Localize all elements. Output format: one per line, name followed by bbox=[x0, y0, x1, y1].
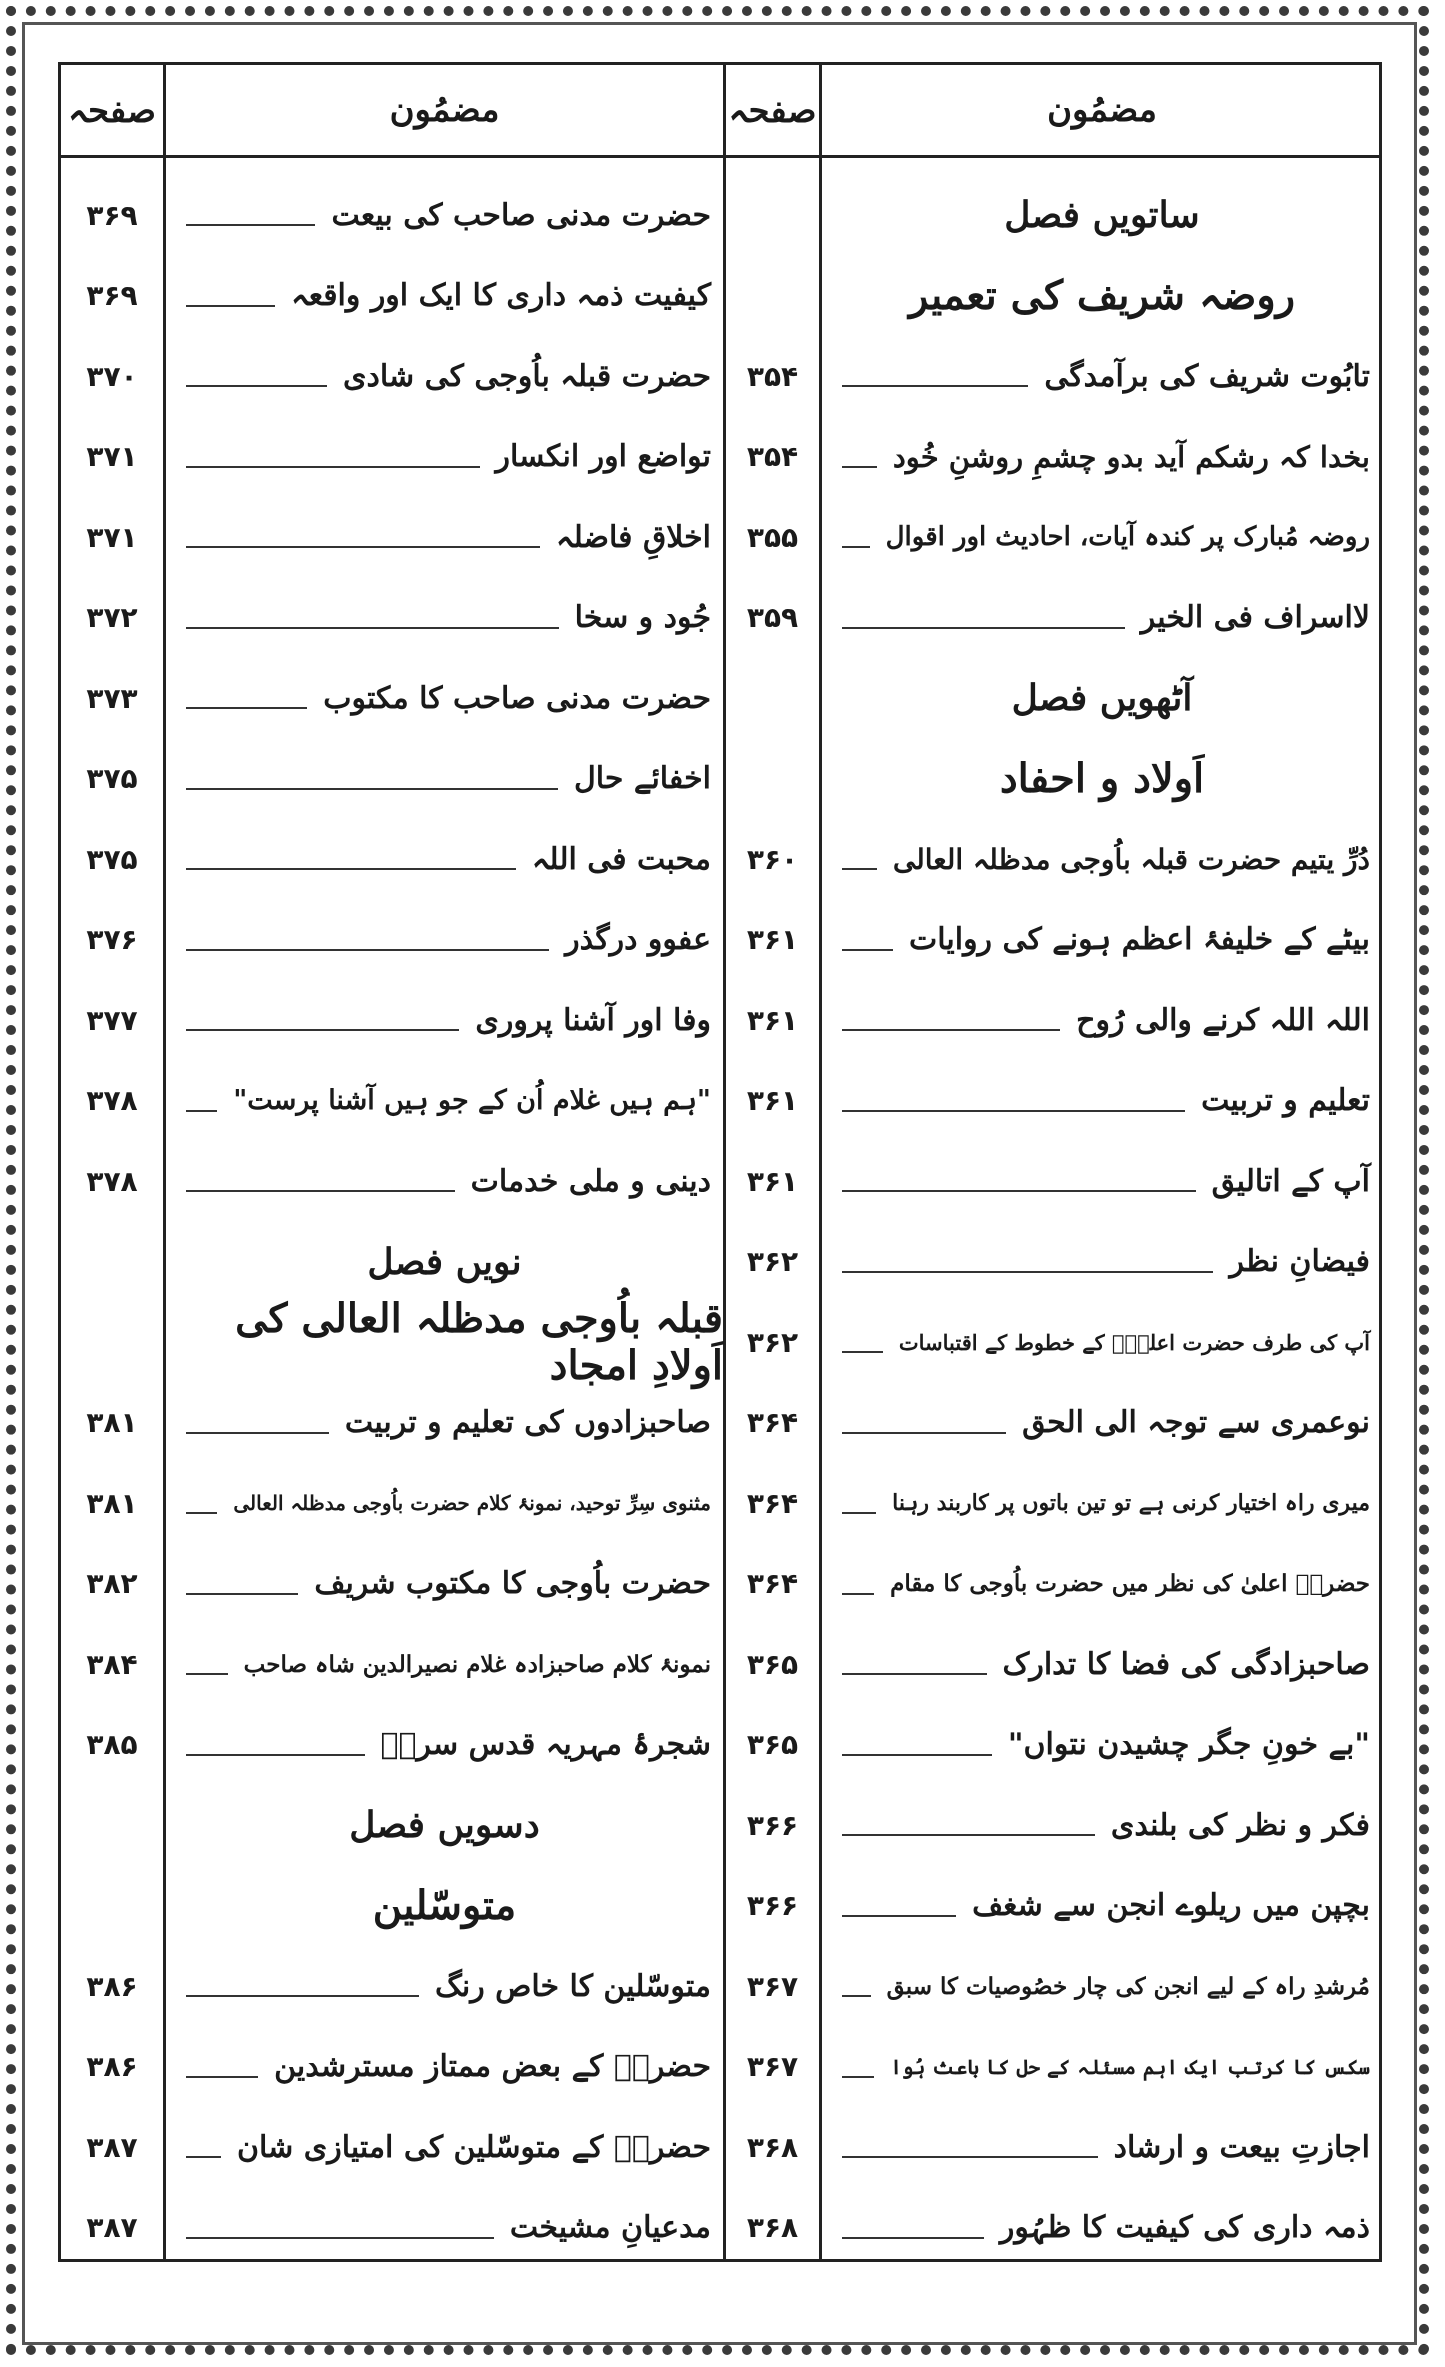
leader-line bbox=[186, 1673, 228, 1675]
toc-entry[interactable] bbox=[178, 344, 711, 408]
leader-line bbox=[842, 1834, 1095, 1836]
leader-line bbox=[842, 1512, 876, 1514]
entry-title: نوعمری سے توجہ الی الحق bbox=[1022, 1405, 1370, 1440]
toc-entry[interactable] bbox=[834, 1149, 1370, 1213]
leader-line bbox=[842, 385, 1028, 387]
left-subject-header: مضمُون bbox=[389, 90, 500, 130]
page-number: ۳۵۴ bbox=[746, 440, 799, 473]
page-number: ۳۶۱ bbox=[746, 1003, 799, 1037]
leader-line bbox=[186, 2076, 258, 2078]
toc-entry[interactable] bbox=[178, 2115, 711, 2179]
page-number: ۳۸۴ bbox=[86, 1647, 138, 1681]
page-number: ۳۸۶ bbox=[86, 2050, 138, 2083]
entry-title: مثنوی سِرِّ توحید، نمونۂ کلام حضرت باُوجی مدظلہ العالی bbox=[233, 1491, 711, 1515]
toc-entry[interactable] bbox=[178, 2035, 711, 2099]
page-number: ۳۷۶ bbox=[86, 923, 138, 956]
leader-line bbox=[842, 1593, 874, 1595]
leader-line bbox=[842, 1190, 1196, 1192]
page-number: ۳۶۶ bbox=[746, 1808, 799, 1842]
page-number: ۳۶۰ bbox=[746, 842, 799, 876]
section-heading: ساتویں فصل bbox=[1004, 194, 1200, 236]
toc-entry[interactable] bbox=[178, 1471, 711, 1535]
leader-line bbox=[842, 1995, 871, 1997]
toc-entry[interactable] bbox=[178, 1149, 711, 1213]
page-number: ۳۷۵ bbox=[86, 762, 138, 795]
entry-title: لااسراف فی الخیر bbox=[1140, 600, 1370, 635]
leader-line bbox=[186, 305, 275, 307]
toc-entry[interactable] bbox=[834, 2115, 1370, 2179]
leader-line bbox=[186, 224, 315, 226]
page-number: ۳۷۱ bbox=[86, 520, 138, 554]
leader-line bbox=[842, 949, 893, 951]
entry-title: بچپن میں ریلوے انجن سے شغف bbox=[972, 1888, 1370, 1923]
toc-entry[interactable] bbox=[178, 183, 711, 247]
page-number: ۳۶۱ bbox=[746, 923, 799, 956]
toc-entry[interactable] bbox=[834, 344, 1370, 408]
leader-line bbox=[186, 1593, 298, 1595]
leader-line bbox=[186, 1029, 459, 1031]
page-number: ۳۶۲ bbox=[746, 1245, 799, 1278]
entry-title: وفا اور آشنا پروری bbox=[475, 1002, 711, 1038]
entry-title: حضرتؒ کے بعض ممتاز مسترشدین bbox=[274, 2049, 711, 2084]
toc-entry[interactable] bbox=[834, 1632, 1370, 1696]
entry-title: مُرشدِ راہ کے لیے انجن کی چار خصُوصیات کا سبق bbox=[886, 1972, 1370, 2000]
entry-title: روضہ مُبارک پر کندہ آیات، احادیث اور اقوال bbox=[885, 522, 1370, 552]
toc-entry[interactable] bbox=[834, 1230, 1370, 1294]
entry-title: نمونۂ کلام صاحبزادہ غلام نصیرالدین شاہ صاحب bbox=[243, 1650, 711, 1678]
section-heading: قبلہ باُوجی مدظلہ العالی کی اَولادِ امجاد bbox=[235, 1295, 723, 1389]
page-number: ۳۸۷ bbox=[86, 2211, 138, 2244]
toc-entry[interactable] bbox=[834, 425, 1370, 489]
page-number: ۳۸۶ bbox=[86, 1969, 138, 2003]
entry-title: اللہ اللہ کرنے والی رُوح bbox=[1076, 1002, 1370, 1038]
entry-title: شجرۂ مہریہ قدس سرہٗ bbox=[380, 1727, 711, 1762]
toc-entry[interactable] bbox=[178, 425, 711, 489]
toc-entry[interactable] bbox=[178, 1391, 711, 1455]
entry-title: بیٹے کے خلیفۂ اعظم ہونے کی روایات bbox=[909, 922, 1370, 957]
toc-entry[interactable] bbox=[834, 1069, 1370, 1133]
leader-line bbox=[842, 2156, 1098, 2158]
toc-entry[interactable] bbox=[834, 586, 1370, 650]
entry-title: میری راہ اختیار کرنی ہے تو تین باتوں پر کاربند رہنا bbox=[892, 1490, 1370, 1516]
leader-line bbox=[842, 1754, 992, 1756]
page-number: ۳۷۵ bbox=[86, 842, 138, 876]
entry-title: مدعیانِ مشیخت bbox=[509, 2210, 711, 2245]
right-subject-header: مضمُون bbox=[1047, 90, 1157, 130]
entry-title: سکس کا کرتب ایک اہم مسئلہ کے حل کا باعث ہُوا bbox=[890, 2054, 1370, 2079]
toc-entry[interactable] bbox=[178, 505, 711, 569]
toc-entry[interactable] bbox=[834, 1471, 1370, 1535]
leader-line bbox=[186, 2156, 221, 2158]
page-number: ۳۷۰ bbox=[86, 359, 138, 393]
page-number: ۳۸۱ bbox=[86, 1486, 138, 1520]
contents-table bbox=[58, 62, 1382, 2262]
section-heading: اَولاد و احفاد bbox=[999, 755, 1205, 802]
toc-entry[interactable] bbox=[178, 1954, 711, 2018]
toc-entry[interactable] bbox=[178, 264, 711, 328]
entry-title: اخفائے حال bbox=[573, 761, 711, 796]
toc-entry[interactable] bbox=[178, 747, 711, 811]
page-number: ۳۶۴ bbox=[746, 1486, 799, 1520]
leader-line bbox=[842, 1432, 1006, 1434]
page-number: ۳۶۷ bbox=[746, 1969, 799, 2003]
page-number: ۳۸۱ bbox=[86, 1406, 138, 1439]
page-number: ۳۵۴ bbox=[746, 359, 799, 393]
leader-line bbox=[842, 1029, 1060, 1031]
toc-entry[interactable] bbox=[834, 1552, 1370, 1616]
entry-title: حضرت قبلہ باُوجی کی شادی bbox=[343, 358, 711, 394]
toc-entry[interactable] bbox=[834, 1310, 1370, 1374]
section-heading: روضہ شریف کی تعمیر bbox=[909, 272, 1296, 319]
leader-line bbox=[186, 385, 327, 387]
toc-entry[interactable] bbox=[834, 1713, 1370, 1777]
left-page-header: صفحہ bbox=[68, 90, 156, 131]
page-number: ۳۶۷ bbox=[746, 2050, 799, 2083]
entry-title: تابُوت شریف کی برآمدگی bbox=[1044, 358, 1370, 394]
toc-entry[interactable] bbox=[834, 505, 1370, 569]
entry-title: حضرتؒ اعلیٰ کی نظر میں حضرت باُوجی کا مقام bbox=[890, 1570, 1370, 1597]
leader-line bbox=[186, 1754, 365, 1756]
leader-line bbox=[842, 1673, 987, 1675]
entry-title: حضرت مدنی صاحب کی بیعت bbox=[331, 197, 711, 233]
entry-title: بخدا کہ رشکم آید بدو چشمِ روشنِ خُود bbox=[892, 439, 1370, 474]
toc-entry[interactable] bbox=[178, 988, 711, 1052]
entry-title: اجازتِ بیعت و ارشاد bbox=[1113, 2129, 1370, 2165]
toc-entry[interactable] bbox=[834, 2196, 1370, 2260]
page-number: ۳۶۹ bbox=[86, 279, 138, 312]
toc-entry[interactable] bbox=[178, 666, 711, 730]
section-heading: آٹھویں فصل bbox=[1011, 677, 1193, 719]
page-number: ۳۷۱ bbox=[86, 440, 138, 473]
page-number: ۳۸۲ bbox=[86, 1567, 138, 1600]
leader-line bbox=[842, 466, 877, 468]
leader-line bbox=[186, 1995, 419, 1997]
toc-entry[interactable] bbox=[178, 1713, 711, 1777]
page-number: ۳۸۷ bbox=[86, 2130, 138, 2164]
page-number: ۳۷۷ bbox=[86, 1003, 138, 1037]
toc-entry[interactable] bbox=[178, 2196, 711, 2260]
entry-title: اخلاقِ فاضلہ bbox=[556, 519, 711, 555]
leader-line bbox=[186, 1512, 217, 1514]
leader-line bbox=[842, 627, 1125, 629]
section-heading: متوسّلین bbox=[372, 1882, 517, 1929]
page-number: ۳۷۸ bbox=[86, 1164, 138, 1198]
page-number: ۳۵۵ bbox=[746, 520, 799, 554]
page-number: ۳۷۲ bbox=[86, 601, 138, 634]
entry-title: حضرت باُوجی کا مکتوب شریف bbox=[314, 1566, 711, 1601]
leader-line bbox=[186, 868, 516, 870]
page-number: ۳۸۵ bbox=[86, 1728, 138, 1761]
page-number: ۳۶۶ bbox=[746, 1889, 799, 1922]
entry-title: تعلیم و تربیت bbox=[1201, 1083, 1370, 1118]
leader-line bbox=[842, 868, 877, 870]
page-number: ۳۷۳ bbox=[86, 681, 138, 715]
right-page-header: صفحہ bbox=[728, 90, 817, 131]
page-number: ۳۶۲ bbox=[746, 1325, 799, 1359]
page-number: ۳۶۵ bbox=[746, 1728, 799, 1761]
entry-title: عفوو درگذر bbox=[565, 922, 711, 957]
section-heading: نویں فصل bbox=[367, 1240, 522, 1283]
entry-title: حضرت مدنی صاحب کا مکتوب bbox=[323, 680, 711, 716]
leader-line bbox=[842, 1915, 956, 1917]
toc-entry[interactable] bbox=[178, 827, 711, 891]
toc-entry[interactable] bbox=[178, 586, 711, 650]
leader-line bbox=[186, 707, 307, 709]
toc-entry[interactable] bbox=[834, 908, 1370, 972]
column-divider bbox=[819, 65, 822, 2259]
page-number: ۳۵۹ bbox=[746, 601, 799, 634]
toc-entry[interactable] bbox=[834, 1954, 1370, 2018]
entry-title: متوسّلین کا خاص رنگ bbox=[435, 1968, 711, 2004]
entry-title: "ہم ہیں غلام اُن کے جو ہیں آشنا پرست" bbox=[233, 1085, 711, 1116]
leader-line bbox=[842, 2076, 874, 2078]
entry-title: آپ کی طرف حضرت اعلیٰؒ کے خطوط کے اقتباسات bbox=[898, 1329, 1370, 1355]
leader-line bbox=[186, 546, 540, 548]
leader-line bbox=[186, 1110, 217, 1112]
toc-entry[interactable] bbox=[834, 1391, 1370, 1455]
leader-line bbox=[842, 546, 870, 548]
entry-title: ذمہ داری کی کیفیت کا ظہُور bbox=[999, 2210, 1370, 2245]
header-divider bbox=[61, 155, 1379, 158]
leader-line bbox=[842, 2237, 984, 2239]
page-number: ۳۶۹ bbox=[86, 198, 138, 232]
toc-entry[interactable] bbox=[834, 988, 1370, 1052]
toc-entry[interactable] bbox=[178, 1552, 711, 1616]
entry-title: آپ کے اتالیق bbox=[1211, 1163, 1370, 1199]
entry-title: کیفیت ذمہ داری کا ایک اور واقعہ bbox=[291, 278, 711, 313]
leader-line bbox=[186, 466, 480, 468]
entry-title: صاحبزادگی کی فضا کا تدارک bbox=[1002, 1646, 1370, 1682]
leader-line bbox=[186, 788, 558, 790]
entry-title: دینی و ملی خدمات bbox=[470, 1163, 711, 1199]
entry-title: صاحبزادوں کی تعلیم و تربیت bbox=[344, 1405, 711, 1440]
toc-entry[interactable] bbox=[178, 1632, 711, 1696]
toc-entry[interactable] bbox=[834, 827, 1370, 891]
entry-title: "بے خونِ جگر چشیدن نتواں" bbox=[1007, 1727, 1370, 1762]
page-number: ۳۶۵ bbox=[746, 1647, 799, 1681]
entry-title: فکر و نظر کی بلندی bbox=[1110, 1807, 1370, 1843]
page-number: ۳۶۸ bbox=[746, 2211, 799, 2244]
leader-line bbox=[842, 1110, 1185, 1112]
leader-line bbox=[186, 1432, 329, 1434]
page-number: ۳۶۸ bbox=[746, 2130, 799, 2164]
leader-line bbox=[842, 1351, 883, 1353]
leader-line bbox=[186, 1190, 455, 1192]
page-number: ۳۶۱ bbox=[746, 1084, 799, 1117]
page-number: ۳۷۸ bbox=[86, 1084, 138, 1117]
entry-title: جُود و سخا bbox=[574, 600, 711, 635]
toc-entry[interactable] bbox=[178, 1069, 711, 1133]
entry-title: فیضانِ نظر bbox=[1229, 1244, 1370, 1279]
toc-entry[interactable] bbox=[178, 908, 711, 972]
section-heading: دسویں فصل bbox=[349, 1804, 540, 1846]
toc-entry[interactable] bbox=[834, 1793, 1370, 1857]
entry-title: تواضع اور انکسار bbox=[495, 439, 711, 474]
leader-line bbox=[186, 949, 549, 951]
toc-entry[interactable] bbox=[834, 2035, 1370, 2099]
leader-line bbox=[186, 2237, 494, 2239]
entry-title: حضرتؒ کے متوسّلین کی امتیازی شان bbox=[237, 2129, 711, 2165]
entry-title: دُرِّ یتیم حضرت قبلہ باُوجی مدظلہ العالی bbox=[892, 842, 1370, 876]
leader-line bbox=[842, 1271, 1213, 1273]
entry-title: محبت فی اللہ bbox=[531, 841, 711, 877]
page-number: ۳۶۱ bbox=[746, 1164, 799, 1198]
toc-entry[interactable] bbox=[834, 1874, 1370, 1938]
leader-line bbox=[186, 627, 559, 629]
page-number: ۳۶۴ bbox=[746, 1567, 799, 1600]
page-number: ۳۶۴ bbox=[746, 1406, 799, 1439]
